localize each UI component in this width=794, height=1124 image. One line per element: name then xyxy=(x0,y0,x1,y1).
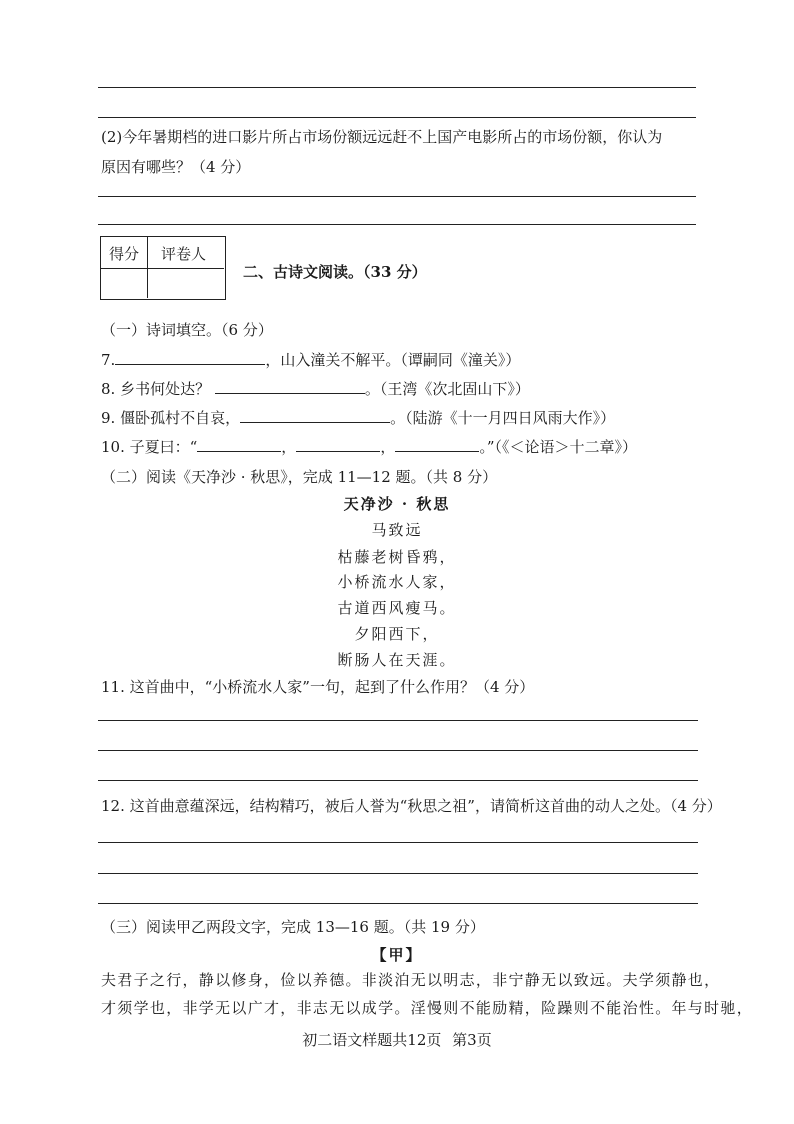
question-7-text: ，山入潼关不解平。（谭嗣同《潼关》） xyxy=(265,351,521,369)
answer-line xyxy=(98,87,696,88)
part-1-title: （一）诗词填空。（6 分） xyxy=(101,321,273,339)
question-8-text: 8. 乡书何处达？ xyxy=(101,380,211,398)
answer-line[interactable] xyxy=(98,873,698,874)
question-2-line2: 原因有哪些？（4 分） xyxy=(101,158,251,176)
question-10-blank-3[interactable] xyxy=(395,437,479,452)
answer-line[interactable] xyxy=(98,903,698,904)
answer-line[interactable] xyxy=(98,750,698,751)
page-footer xyxy=(0,1029,794,1050)
passage-jia-line1: 夫君子之行，静以修身，俭以养德。非淡泊无以明志，非宁静无以致远。夫学须静也， xyxy=(101,971,721,989)
passage-jia-line2: 才须学也，非学无以广才，非志无以成学。淫慢则不能励精，险躁则不能治性。年与时驰， xyxy=(101,999,754,1017)
passage-jia-label: 【甲】 xyxy=(371,946,423,964)
poem-line: 小桥流水人家， xyxy=(337,573,457,591)
poem-line: 古道西风瘦马。 xyxy=(337,599,457,617)
question-10-blank-2[interactable] xyxy=(296,437,380,452)
answer-line xyxy=(98,117,696,118)
answer-line xyxy=(98,196,696,197)
part-3-title: （三）阅读甲乙两段文字，完成 13—16 题。（共 19 分） xyxy=(101,918,485,936)
question-9-text: 9. 僵卧孤村不自哀， xyxy=(101,409,241,427)
score-table xyxy=(100,236,226,300)
question-10 xyxy=(101,437,637,457)
poem-author: 马致远 xyxy=(371,521,423,539)
question-7 xyxy=(101,350,520,370)
question-10-comma: ， xyxy=(281,438,297,456)
question-10-text: 10. 子夏曰：“ xyxy=(101,438,198,456)
question-7-blank[interactable] xyxy=(115,350,265,365)
answer-line xyxy=(98,224,696,225)
answer-line[interactable] xyxy=(98,780,698,781)
answer-line[interactable] xyxy=(98,842,698,843)
poem-line: 枯藤老树昏鸦， xyxy=(337,548,457,566)
question-7-number: 7. xyxy=(101,351,116,369)
section-2-title: 二、古诗文阅读。（33 分） xyxy=(243,263,427,281)
footer-page-number: 第3页 xyxy=(452,1031,492,1049)
score-value-cell xyxy=(101,269,148,298)
question-9 xyxy=(101,408,615,428)
question-9-source: 。（陆游《十一月四日风雨大作》） xyxy=(390,409,616,427)
question-8-blank[interactable] xyxy=(215,379,365,394)
poem-line: 夕阳西下， xyxy=(354,625,440,643)
question-11: 11. 这首曲中，“小桥流水人家”一句，起到了什么作用？（4 分） xyxy=(101,678,535,696)
score-label: 得分 xyxy=(109,245,140,263)
poem-title: 天净沙 · 秋思 xyxy=(343,495,451,513)
question-12: 12. 这首曲意蕴深远，结构精巧，被后人誉为“秋思之祖”，请简析这首曲的动人之处。（4 分） xyxy=(101,797,722,815)
question-9-blank[interactable] xyxy=(240,408,390,423)
part-2-title: （二）阅读《天净沙 · 秋思》，完成 11—12 题。（共 8 分） xyxy=(101,468,498,486)
poem-line: 断肠人在天涯。 xyxy=(337,651,457,669)
question-10-source: 。”（《＜论语＞十二章》） xyxy=(479,438,637,456)
footer-exam-name: 初二语文样题共12页 xyxy=(302,1031,442,1049)
question-2-line1: (2)今年暑期档的进口影片所占市场份额远远赶不上国产电影所占的市场份额，你认为 xyxy=(101,128,663,146)
answer-line[interactable] xyxy=(98,720,698,721)
question-10-comma: ， xyxy=(380,438,396,456)
question-8-source: 。（王湾《次北固山下》） xyxy=(364,380,530,398)
grader-label: 评卷人 xyxy=(161,245,207,263)
question-10-blank-1[interactable] xyxy=(197,437,281,452)
question-8 xyxy=(101,379,530,399)
